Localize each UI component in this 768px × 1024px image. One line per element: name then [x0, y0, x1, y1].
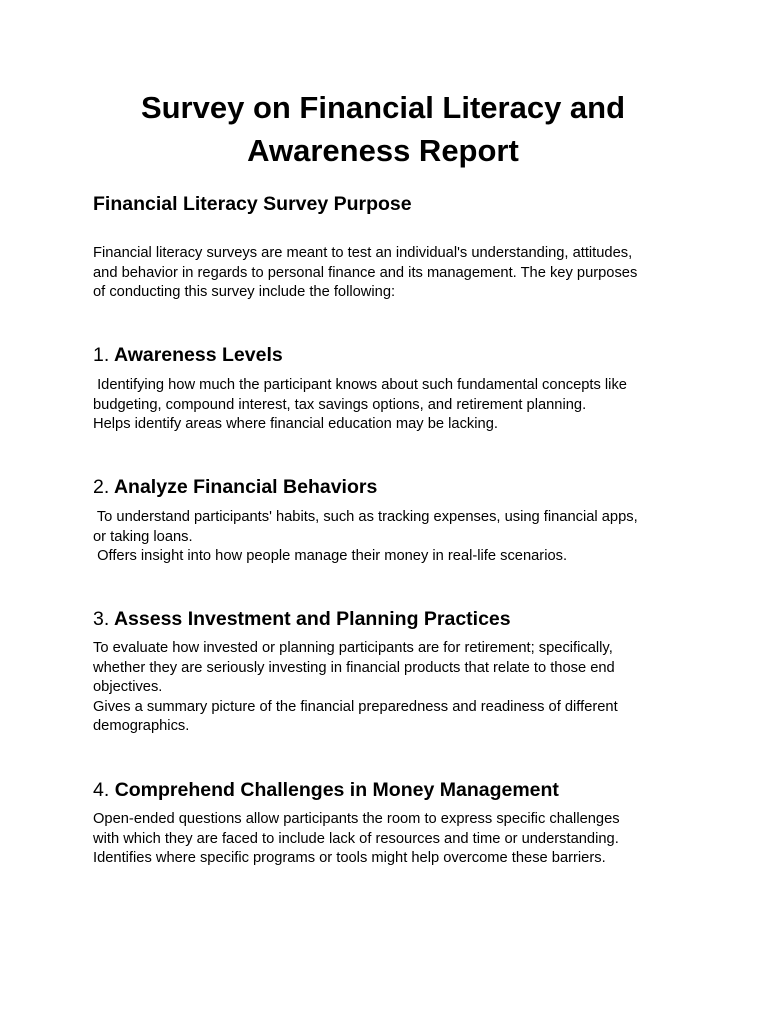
section-paragraph [93, 810, 683, 869]
section-heading-investment-planning [93, 607, 511, 631]
paragraph-line: Identifying how much the participant knows about such fundamental concepts like [93, 377, 627, 393]
paragraph-line: Open-ended questions allow participants the room to express specific challenges [93, 811, 620, 827]
title-line: Survey on Financial Literacy and [140, 90, 626, 125]
section-subtitle: Financial Literacy Survey Purpose [93, 193, 412, 215]
section-number: 2. [93, 476, 110, 498]
paragraph-line: of conducting this survey include the following: [93, 284, 396, 301]
section-heading-text: Analyze Financial Behaviors [113, 476, 378, 498]
paragraph-line: Offers insight into how people manage their money in real-life scenarios. [93, 548, 568, 565]
paragraph-line: To understand participants' habits, such as tracking expenses, using financial apps, [93, 509, 638, 525]
section-paragraph [93, 639, 683, 737]
document-title [93, 86, 673, 172]
section-heading-text: Comprehend Challenges in Money Management [114, 779, 559, 801]
section-number: 3. [93, 608, 110, 630]
paragraph-line: whether they are seriously investing in financial products that relate to those end [93, 659, 615, 676]
section-heading-text: Assess Investment and Planning Practices [113, 608, 511, 630]
paragraph-line: and behavior in regards to personal finance and its management. The key purposes [93, 264, 638, 281]
section-paragraph [93, 376, 683, 435]
title-line: Awareness Report [247, 133, 519, 168]
paragraph-line: budgeting, compound interest, tax savings options, and retirement planning. [93, 396, 587, 413]
paragraph-line: To evaluate how invested or planning participants are for retirement; specifically, [93, 640, 613, 656]
paragraph-line: Financial literacy surveys are meant to test an individual's understanding, attitudes, [93, 245, 633, 261]
paragraph-line: with which they are faced to include lack of resources and time or understanding. [93, 830, 619, 847]
section-heading-awareness-levels [93, 343, 283, 367]
section-paragraph [93, 508, 683, 567]
paragraph-line: or taking loans. [93, 528, 193, 545]
paragraph-line: objectives. [93, 679, 163, 696]
intro-paragraph [93, 244, 683, 303]
section-heading-text: Awareness Levels [113, 344, 283, 366]
section-heading-financial-behaviors [93, 475, 377, 499]
paragraph-line: Helps identify areas where financial education may be lacking. [93, 416, 498, 433]
paragraph-line: demographics. [93, 718, 190, 735]
section-number: 4. [93, 779, 110, 801]
paragraph-line: Identifies where specific programs or tools might help overcome these barriers. [93, 850, 606, 867]
section-number: 1. [93, 344, 110, 366]
paragraph-line: Gives a summary picture of the financial preparedness and readiness of different [93, 698, 618, 715]
section-heading-money-management [93, 778, 559, 802]
